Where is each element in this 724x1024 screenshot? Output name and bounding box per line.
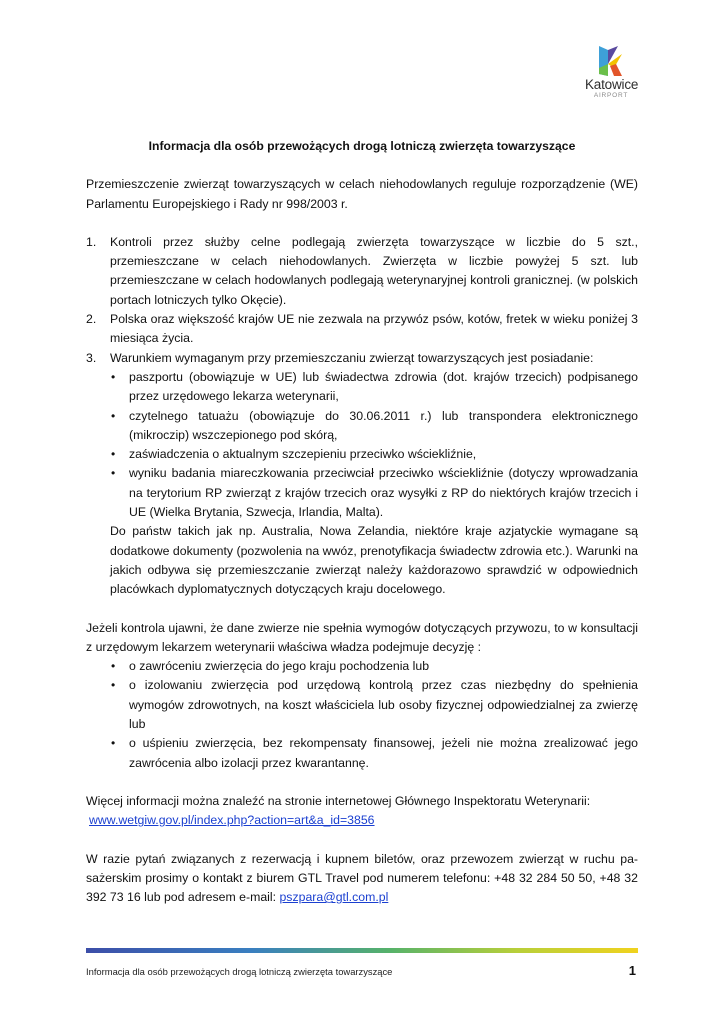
katowice-airport-logo bbox=[585, 44, 637, 100]
decision-list bbox=[110, 657, 638, 773]
more-info-text: Więcej informacji można znaleźć na stronie internetowej Głównego Inspektoratu Weterynarii: bbox=[86, 793, 591, 808]
bullet-icon: • bbox=[111, 736, 116, 751]
bullet-item: • czytelnego tatuażu (obowiązuje do 30.06.2011 r.) lub transpondera elektronicznego (mikroczip) wszczepionego pod skórą, bbox=[111, 408, 638, 442]
list-item: 3. Warunkiem wymaganym przy przemieszczaniu zwierząt towarzyszących jest posiadanie: • paszportu (obowiązuje w UE) lub świadectwa zdrowia (dot. krajów trzecich) podpisanego przez urzędowego lekarza weterynarii, • czytelnego tatuażu (obowiązuje do 30.06.2011 r.) lub transpondera elektronicznego (mikroczip) wszczepionego pod skórą, • zaświadczenia o aktualnym szczepieniu przeciwko wściekliźnie, • wyniku badania miareczkowania przeciwciał przeciwko wściekliźnie (dotyczy wprowadzania na terytorium RP zwierząt z krajów trzecich oraz wysyłki z RP do niektórych krajów trzecich i UE (Wielka Brytania, Szwecja, Irlandia, Malta). Do państw takich jak np. Australia, Nowa Zelandia, niektóre kraje azjatyckie wymagane są dodatkowe dokumenty (pozwolenia na wwóz, prenotyfikacja świadectw zdrowia etc.). Warunki na jakich odbywa się przemieszczanie zwierząt należy każdorazowo sprawdzić w odpowiednich placówkach dyplomatycznych dotyczących kraju docelowego. bbox=[86, 349, 638, 600]
control-intro: Jeżeli kontrola ujawni, że dane zwierze nie spełnia wymogów dotyczących przywozu, to w konsultacji z urzędowym lekarzem weterynarii właściwa władza podejmuje decyzję : bbox=[86, 620, 638, 654]
bullet-item: • o izolowaniu zwierzęcia pod urzędową kontrolą przez czas niezbędny do spełnienia wymogów zdrowotnych, na koszt właściciela lub osoby fizycznej odpowiedzialnej za zwierzę lub bbox=[111, 678, 638, 732]
page-number: 1 bbox=[628, 963, 636, 978]
logo-subtitle: AIRPORT bbox=[593, 92, 629, 99]
bullet-item: • wyniku badania miareczkowania przeciwciał przeciwko wściekliźnie (dotyczy wprowadzania na terytorium RP zwierząt z krajów trzecich oraz wysyłki z RP do niektórych krajów trzecich i UE (Wielka Brytania, Szwecja, Irlandia, Malta). bbox=[111, 466, 638, 520]
footer-color-bar bbox=[86, 948, 638, 953]
logo-name: Katowice bbox=[585, 77, 639, 92]
bullet-item: • zaświadczenia o aktualnym szczepieniu przeciwko wściekliźnie, bbox=[110, 445, 638, 464]
bullet-item: • o zawróceniu zwierzęcia do jego kraju pochodzenia lub bbox=[110, 657, 638, 676]
contact-paragraph: W razie pytań związanych z rezerwacją i kupnem biletów, oraz przewozem zwierząt w ruchu pa-sażerskim prosimy o kontakt z biurem GTL Travel pod numerem telefonu: +48 32 284 50 50, +48 32 392 73 16 lub pod adresem e-mail: pszpara@gtl.com.pl bbox=[86, 851, 638, 905]
required-documents-list bbox=[110, 368, 638, 522]
document-body bbox=[86, 137, 638, 907]
requirements-list bbox=[86, 233, 638, 600]
list-item: 2. Polska oraz większość krajów UE nie zezwala na przywóz psów, kotów, fretek w wieku poniżej 3 miesiąca życia. bbox=[86, 312, 638, 346]
bullet-item: • o uśpieniu zwierzęcia, bez rekompensaty finansowej, jeżeli nie można zrealizować jego zawrócenia albo izolacji przez kwarantannę. bbox=[111, 736, 638, 770]
additional-documents-note: Do państw takich jak np. Australia, Nowa Zelandia, niektóre kraje azjatyckie wymagane są dodatkowe dokumenty (pozwolenia na wwóz, prenotyfikacja świadectw zdrowia etc.). Warunki na jakich odbywa się przemieszczanie zwierząt należy każdorazowo sprawdzić w odpowiednich placówkach dyplomatycznych dotyczących kraju docelowego. bbox=[110, 524, 638, 597]
katowice-k-icon bbox=[596, 44, 626, 78]
bullet-icon: • bbox=[111, 447, 116, 462]
bullet-item: • paszportu (obowiązuje w UE) lub świadectwa zdrowia (dot. krajów trzecich) podpisanego przez urzędowego lekarza weterynarii, bbox=[111, 369, 638, 404]
bullet-icon: • bbox=[111, 369, 116, 384]
veterinary-inspectorate-link[interactable]: www.wetgiw.gov.pl/index.php?action=art&a_id=3856 bbox=[89, 813, 375, 828]
document-title: Informacja dla osób przewożących drogą lotniczą zwierzęta towarzyszące bbox=[148, 139, 576, 153]
bullet-icon: • bbox=[111, 408, 116, 423]
intro-paragraph: Przemieszczenie zwierząt towarzyszących w celach niehodowlanych reguluje rozporządzenie (WE) Parlamentu Europejskiego i Rady nr 998/2003 r. bbox=[86, 177, 638, 211]
control-section bbox=[86, 619, 638, 773]
bullet-icon: • bbox=[111, 466, 116, 481]
contact-email-link[interactable]: pszpara@gtl.com.pl bbox=[279, 890, 389, 905]
bullet-icon: • bbox=[111, 678, 116, 693]
list-item: 1. Kontroli przez służby celne podlegają zwierzęta towarzyszące w liczbie do 5 szt., przemieszczane w celach niehodowlanych. Zwierzęta w liczbie powyżej 5 szt. lub przemieszczane w celach hodowlanych podlegają weterynaryjnej kontroli granicznej. (w polskich portach lotniczych tylko Okęcie). bbox=[86, 234, 638, 307]
footer-title: Informacja dla osób przewożących drogą lotniczą zwierzęta towarzyszące bbox=[86, 966, 393, 977]
bullet-icon: • bbox=[111, 659, 116, 674]
